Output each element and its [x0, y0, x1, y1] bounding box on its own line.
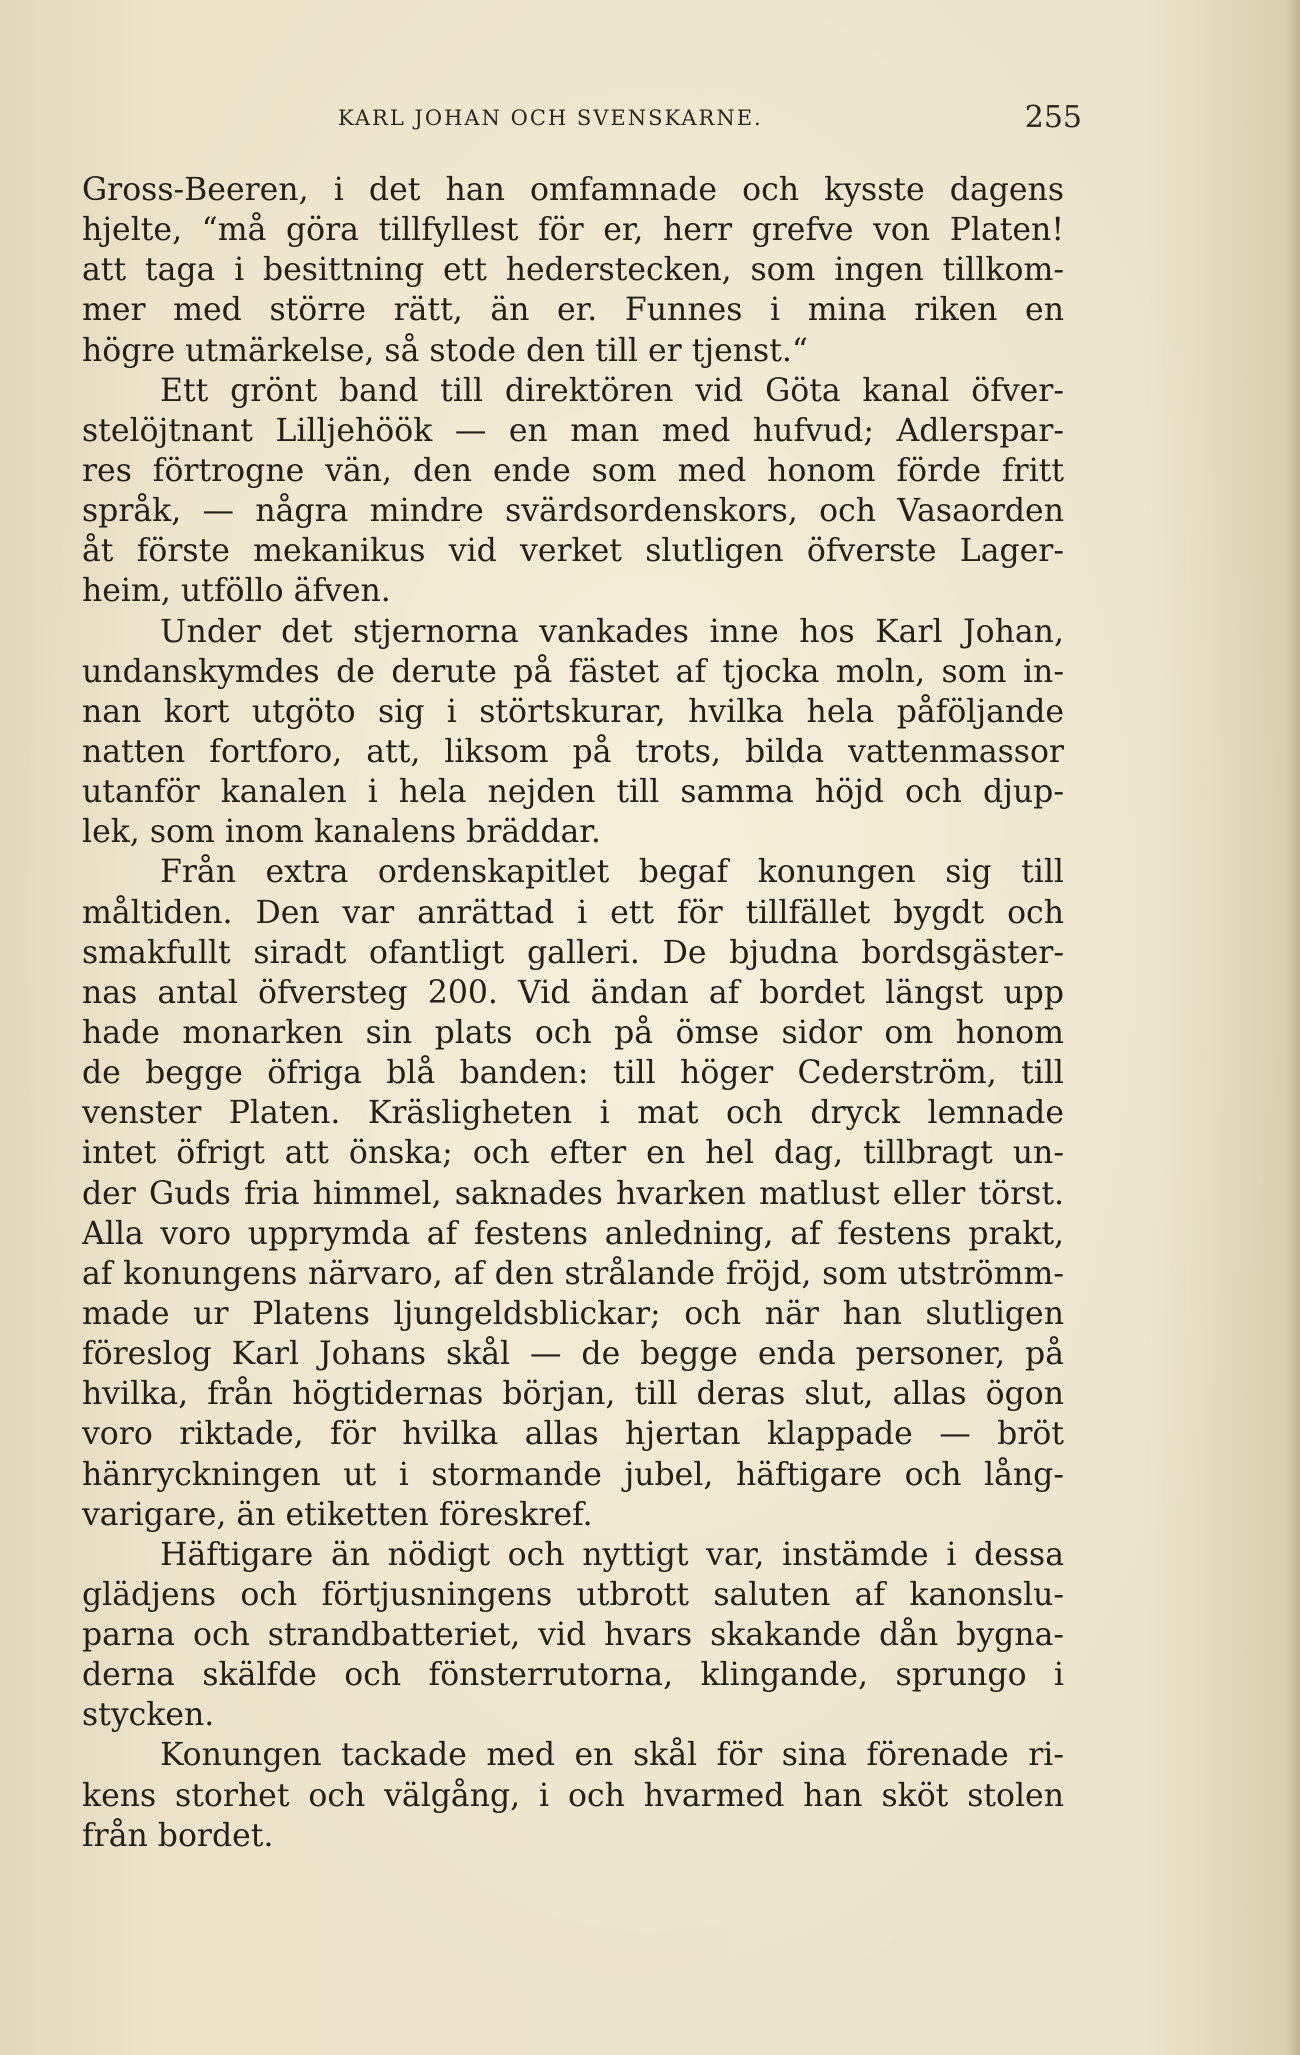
text-line: föreslog Karl Johans skål — de begge enda personer, på: [82, 1336, 1064, 1373]
text-line: måltiden. Den var anrättad i ett för tillfället bygdt och: [82, 894, 1064, 931]
text-line: varigare, än etiketten föreskref.: [82, 1496, 593, 1533]
text-line: derna skälfde och fönsterrutorna, klingande, sprungo i: [82, 1657, 1064, 1694]
text-line: smakfullt siradt ofantligt galleri. De bjudna bordsgäster-: [82, 934, 1064, 971]
text-line: åt förste mekanikus vid verket slutligen öfverste Lager-: [82, 533, 1064, 570]
text-line: der Guds fria himmel, saknades hvarken matlust eller törst.: [82, 1175, 1064, 1212]
text-line: att taga i besittning ett hederstecken, som ingen tillkom-: [82, 252, 1064, 289]
text-line: stelöjtnant Lilljehöök — en man med hufvud; Adlerspar-: [82, 412, 1064, 449]
text-line: Konungen tackade med en skål för sina förenade ri-: [160, 1737, 1064, 1774]
text-line: hade monarken sin plats och på ömse sidor om honom: [82, 1014, 1064, 1051]
text-line: voro riktade, för hvilka allas hjertan klappade — bröt: [82, 1416, 1064, 1453]
text-line: de begge öfriga blå banden: till höger Cederström, till: [82, 1055, 1064, 1092]
text-line: nan kort utgöto sig i störtskurar, hvilka hela påföljande: [82, 693, 1064, 730]
text-line: Alla voro upprymda af festens anledning, af festens prakt,: [82, 1215, 1064, 1252]
text-line: Från extra ordenskapitlet begaf konungen sig till: [160, 854, 1064, 891]
text-line: kens storhet och välgång, i och hvarmed han sköt stolen: [82, 1777, 1064, 1814]
page-number: 255: [1024, 100, 1082, 135]
text-line: nas antal öfversteg 200. Vid ändan af bordet längst upp: [82, 974, 1064, 1011]
text-line: hänryckningen ut i stormande jubel, häftigare och lång-: [82, 1456, 1064, 1493]
text-line: Ett grönt band till direktören vid Göta kanal öfver-: [160, 372, 1064, 409]
text-line: Under det stjernorna vankades inne hos Karl Johan,: [160, 613, 1064, 650]
text-line: Häftigare än nödigt och nyttigt var, instämde i dessa: [160, 1536, 1064, 1573]
text-line: från bordet.: [82, 1817, 274, 1854]
text-line: högre utmärkelse, så stode den till er tjenst.“: [82, 332, 808, 369]
text-line: hjelte, “må göra tillfyllest för er, herr grefve von Platen!: [82, 212, 1064, 249]
text-line: intet öfrigt att önska; och efter en hel dag, tillbragt un-: [82, 1135, 1064, 1172]
text-line: res förtrogne vän, den ende som med honom förde fritt: [82, 452, 1064, 489]
text-line: lek, som inom kanalens bräddar.: [82, 814, 601, 851]
text-line: natten fortforo, att, liksom på trots, bilda vattenmassor: [82, 733, 1064, 770]
text-line: parna och strandbatteriet, vid hvars skakande dån bygna-: [82, 1617, 1064, 1654]
text-line: stycken.: [82, 1697, 215, 1734]
text-line: glädjens och förtjusningens utbrott saluten af kanonslu-: [82, 1576, 1064, 1613]
text-line: mer med större rätt, än er. Funnes i mina riken en: [82, 292, 1064, 329]
text-line: heim, utföllo äfven.: [82, 573, 391, 610]
text-line: undanskymdes de derute på fästet af tjocka moln, som in-: [82, 653, 1064, 690]
body-text: [82, 170, 1064, 1856]
page-edge-shadow: [1286, 0, 1300, 2055]
text-line: made ur Platens ljungeldsblickar; och när han slutligen: [82, 1295, 1064, 1332]
text-line: Gross-Beeren, i det han omfamnade och kysste dagens: [82, 172, 1064, 208]
running-head: [82, 98, 1082, 138]
text-line: hvilka, från högtidernas början, till deras slut, allas ögon: [82, 1376, 1064, 1413]
running-title: KARL JOHAN OCH SVENSKARNE.: [338, 106, 763, 130]
text-line: venster Platen. Kräsligheten i mat och dryck lemnade: [82, 1095, 1064, 1132]
text-line: af konungens närvaro, af den strålande fröjd, som utströmm-: [82, 1255, 1064, 1292]
text-line: språk, — några mindre svärdsordenskors, och Vasaorden: [82, 493, 1064, 530]
text-line: utanför kanalen i hela nejden till samma höjd och djup-: [82, 774, 1064, 811]
